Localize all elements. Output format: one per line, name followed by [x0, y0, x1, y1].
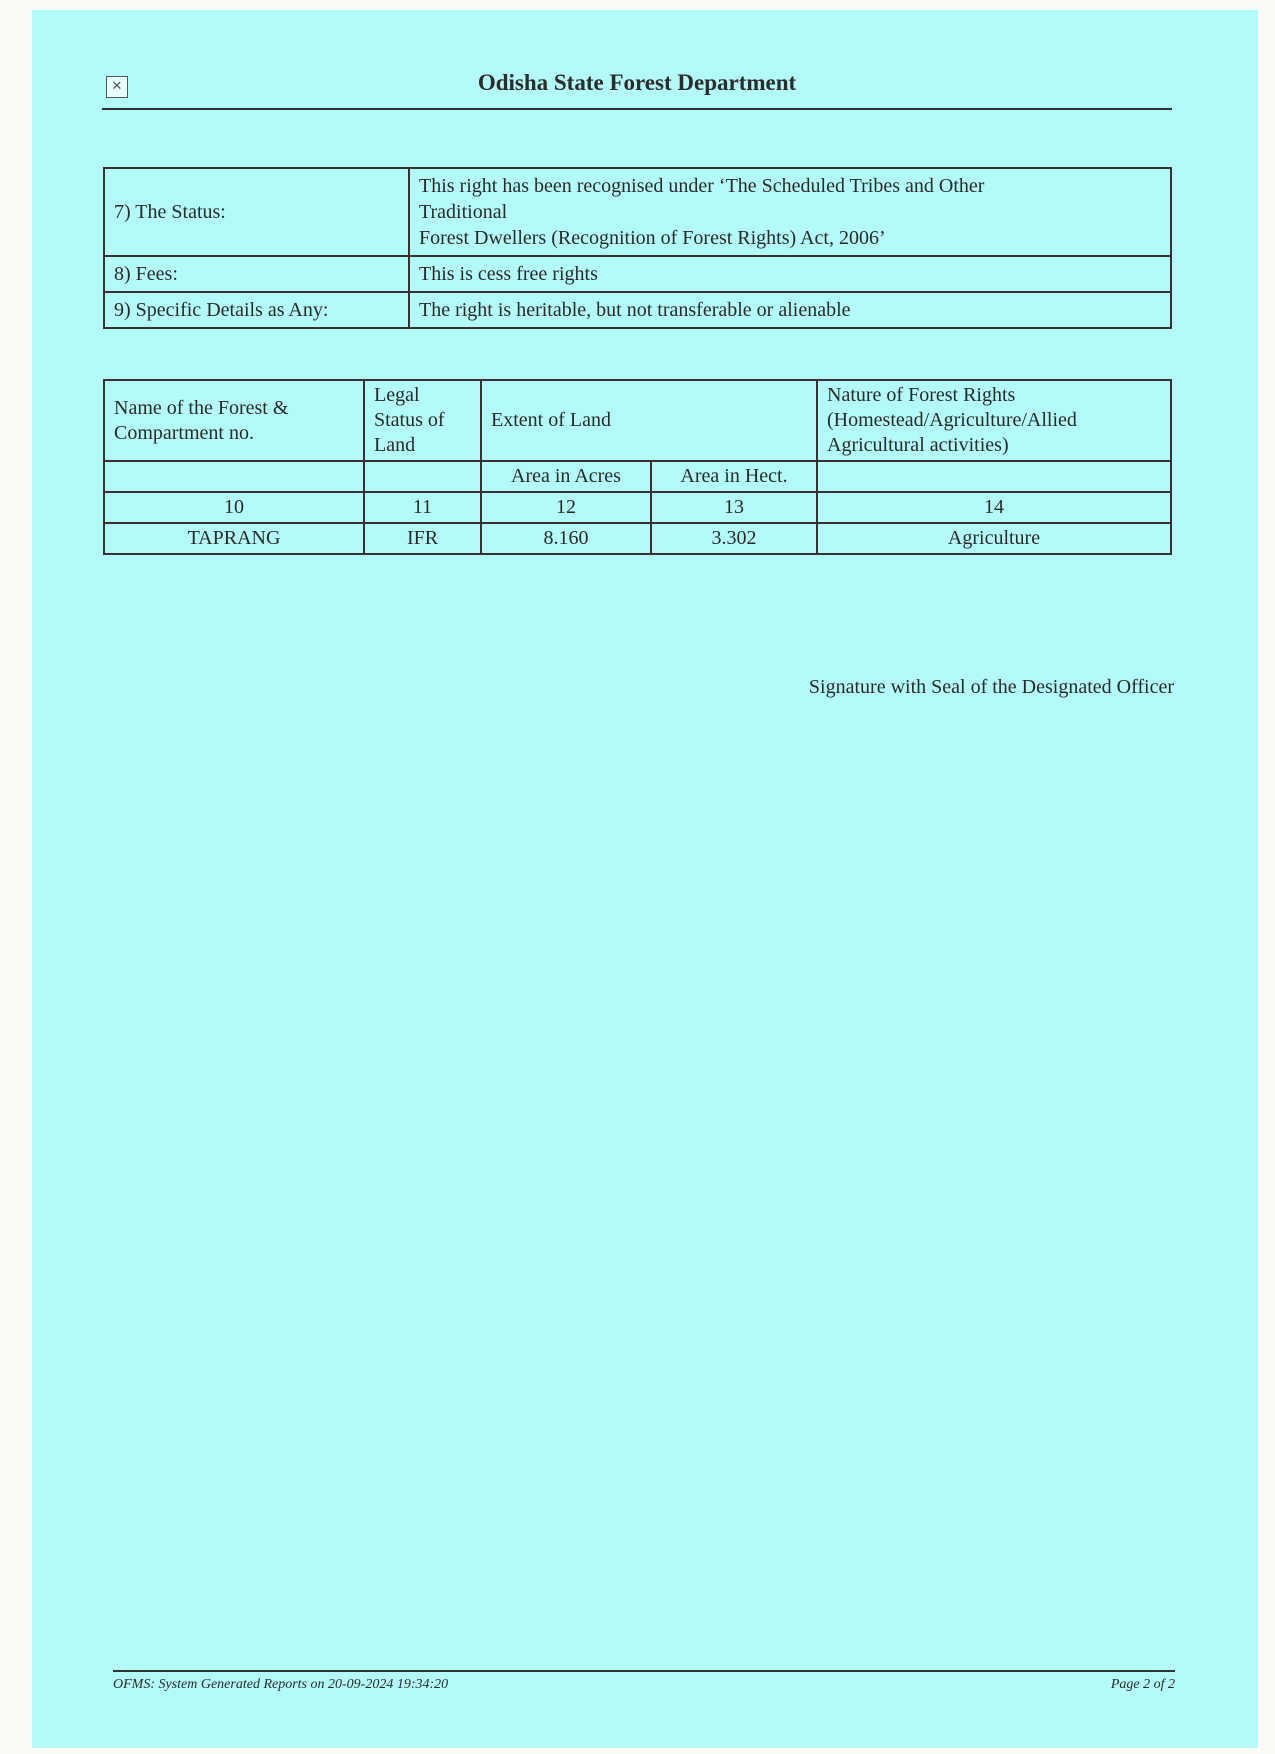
specific-details-value — [409, 292, 1171, 328]
broken-image-icon: ✕ — [106, 76, 128, 98]
page-number: Page 2 of 2 — [1110, 1677, 1175, 1692]
header-line: Status of — [374, 409, 445, 431]
page-title: Odisha State Forest Department — [477, 70, 797, 95]
nature-of-rights-cell: Agriculture — [817, 523, 1171, 554]
area-hect-cell: 3.302 — [651, 523, 817, 554]
header-line: Nature of Forest Rights — [827, 384, 1016, 406]
status-value-line: This right has been recognised under ‘The Scheduled Tribes and Other — [419, 175, 985, 197]
land-extent-table — [103, 379, 1172, 555]
table-row — [104, 292, 1171, 328]
table-row — [104, 168, 1171, 256]
generated-timestamp: OFMS: System Generated Reports on 20-09-2024 19:34:20 — [113, 1677, 449, 1692]
table-row — [104, 256, 1171, 292]
nature-of-rights-header — [817, 380, 1171, 461]
column-number: 10 — [104, 492, 364, 523]
header-line: (Homestead/Agriculture/Allied — [827, 409, 1077, 431]
column-number: 11 — [364, 492, 481, 523]
status-value-line: Forest Dwellers (Recognition of Forest Rights) Act, 2006’ — [419, 227, 886, 249]
forest-name-cell: TAPRANG — [104, 523, 364, 554]
header-line: Land — [374, 434, 416, 456]
header-line: Agricultural activities) — [827, 434, 1009, 456]
header-line: Legal — [374, 384, 420, 406]
table-subheader-row — [104, 461, 1171, 492]
rights-details-table — [103, 167, 1172, 329]
page-footer — [113, 1670, 1175, 1693]
status-label: 7) The Status: — [104, 168, 409, 256]
column-number: 12 — [481, 492, 651, 523]
status-value — [409, 168, 1171, 256]
specific-details-value-line: The right is heritable, but not transferable or alienable — [419, 299, 851, 321]
status-value-line: Traditional — [419, 201, 508, 223]
empty-cell — [364, 461, 481, 492]
extent-of-land-header: Extent of Land — [481, 380, 817, 461]
forest-name-header — [104, 380, 364, 461]
fees-value — [409, 256, 1171, 292]
column-number: 14 — [817, 492, 1171, 523]
empty-cell — [104, 461, 364, 492]
header-line: Compartment no. — [114, 421, 254, 444]
table-header-row — [104, 380, 1171, 461]
legal-status-cell: IFR — [364, 523, 481, 554]
header-line: Name of the Forest & — [114, 396, 289, 419]
area-hect-header: Area in Hect. — [651, 461, 817, 492]
column-number-row — [104, 492, 1171, 523]
table-row — [104, 523, 1171, 554]
signature-caption: Signature with Seal of the Designated Officer — [808, 676, 1174, 698]
legal-status-header — [364, 380, 481, 461]
page-header — [102, 66, 1172, 110]
empty-cell — [817, 461, 1171, 492]
fees-value-line: This is cess free rights — [419, 263, 598, 285]
fees-label: 8) Fees: — [104, 256, 409, 292]
column-number: 13 — [651, 492, 817, 523]
area-acres-header: Area in Acres — [481, 461, 651, 492]
area-acres-cell: 8.160 — [481, 523, 651, 554]
specific-details-label: 9) Specific Details as Any: — [104, 292, 409, 328]
